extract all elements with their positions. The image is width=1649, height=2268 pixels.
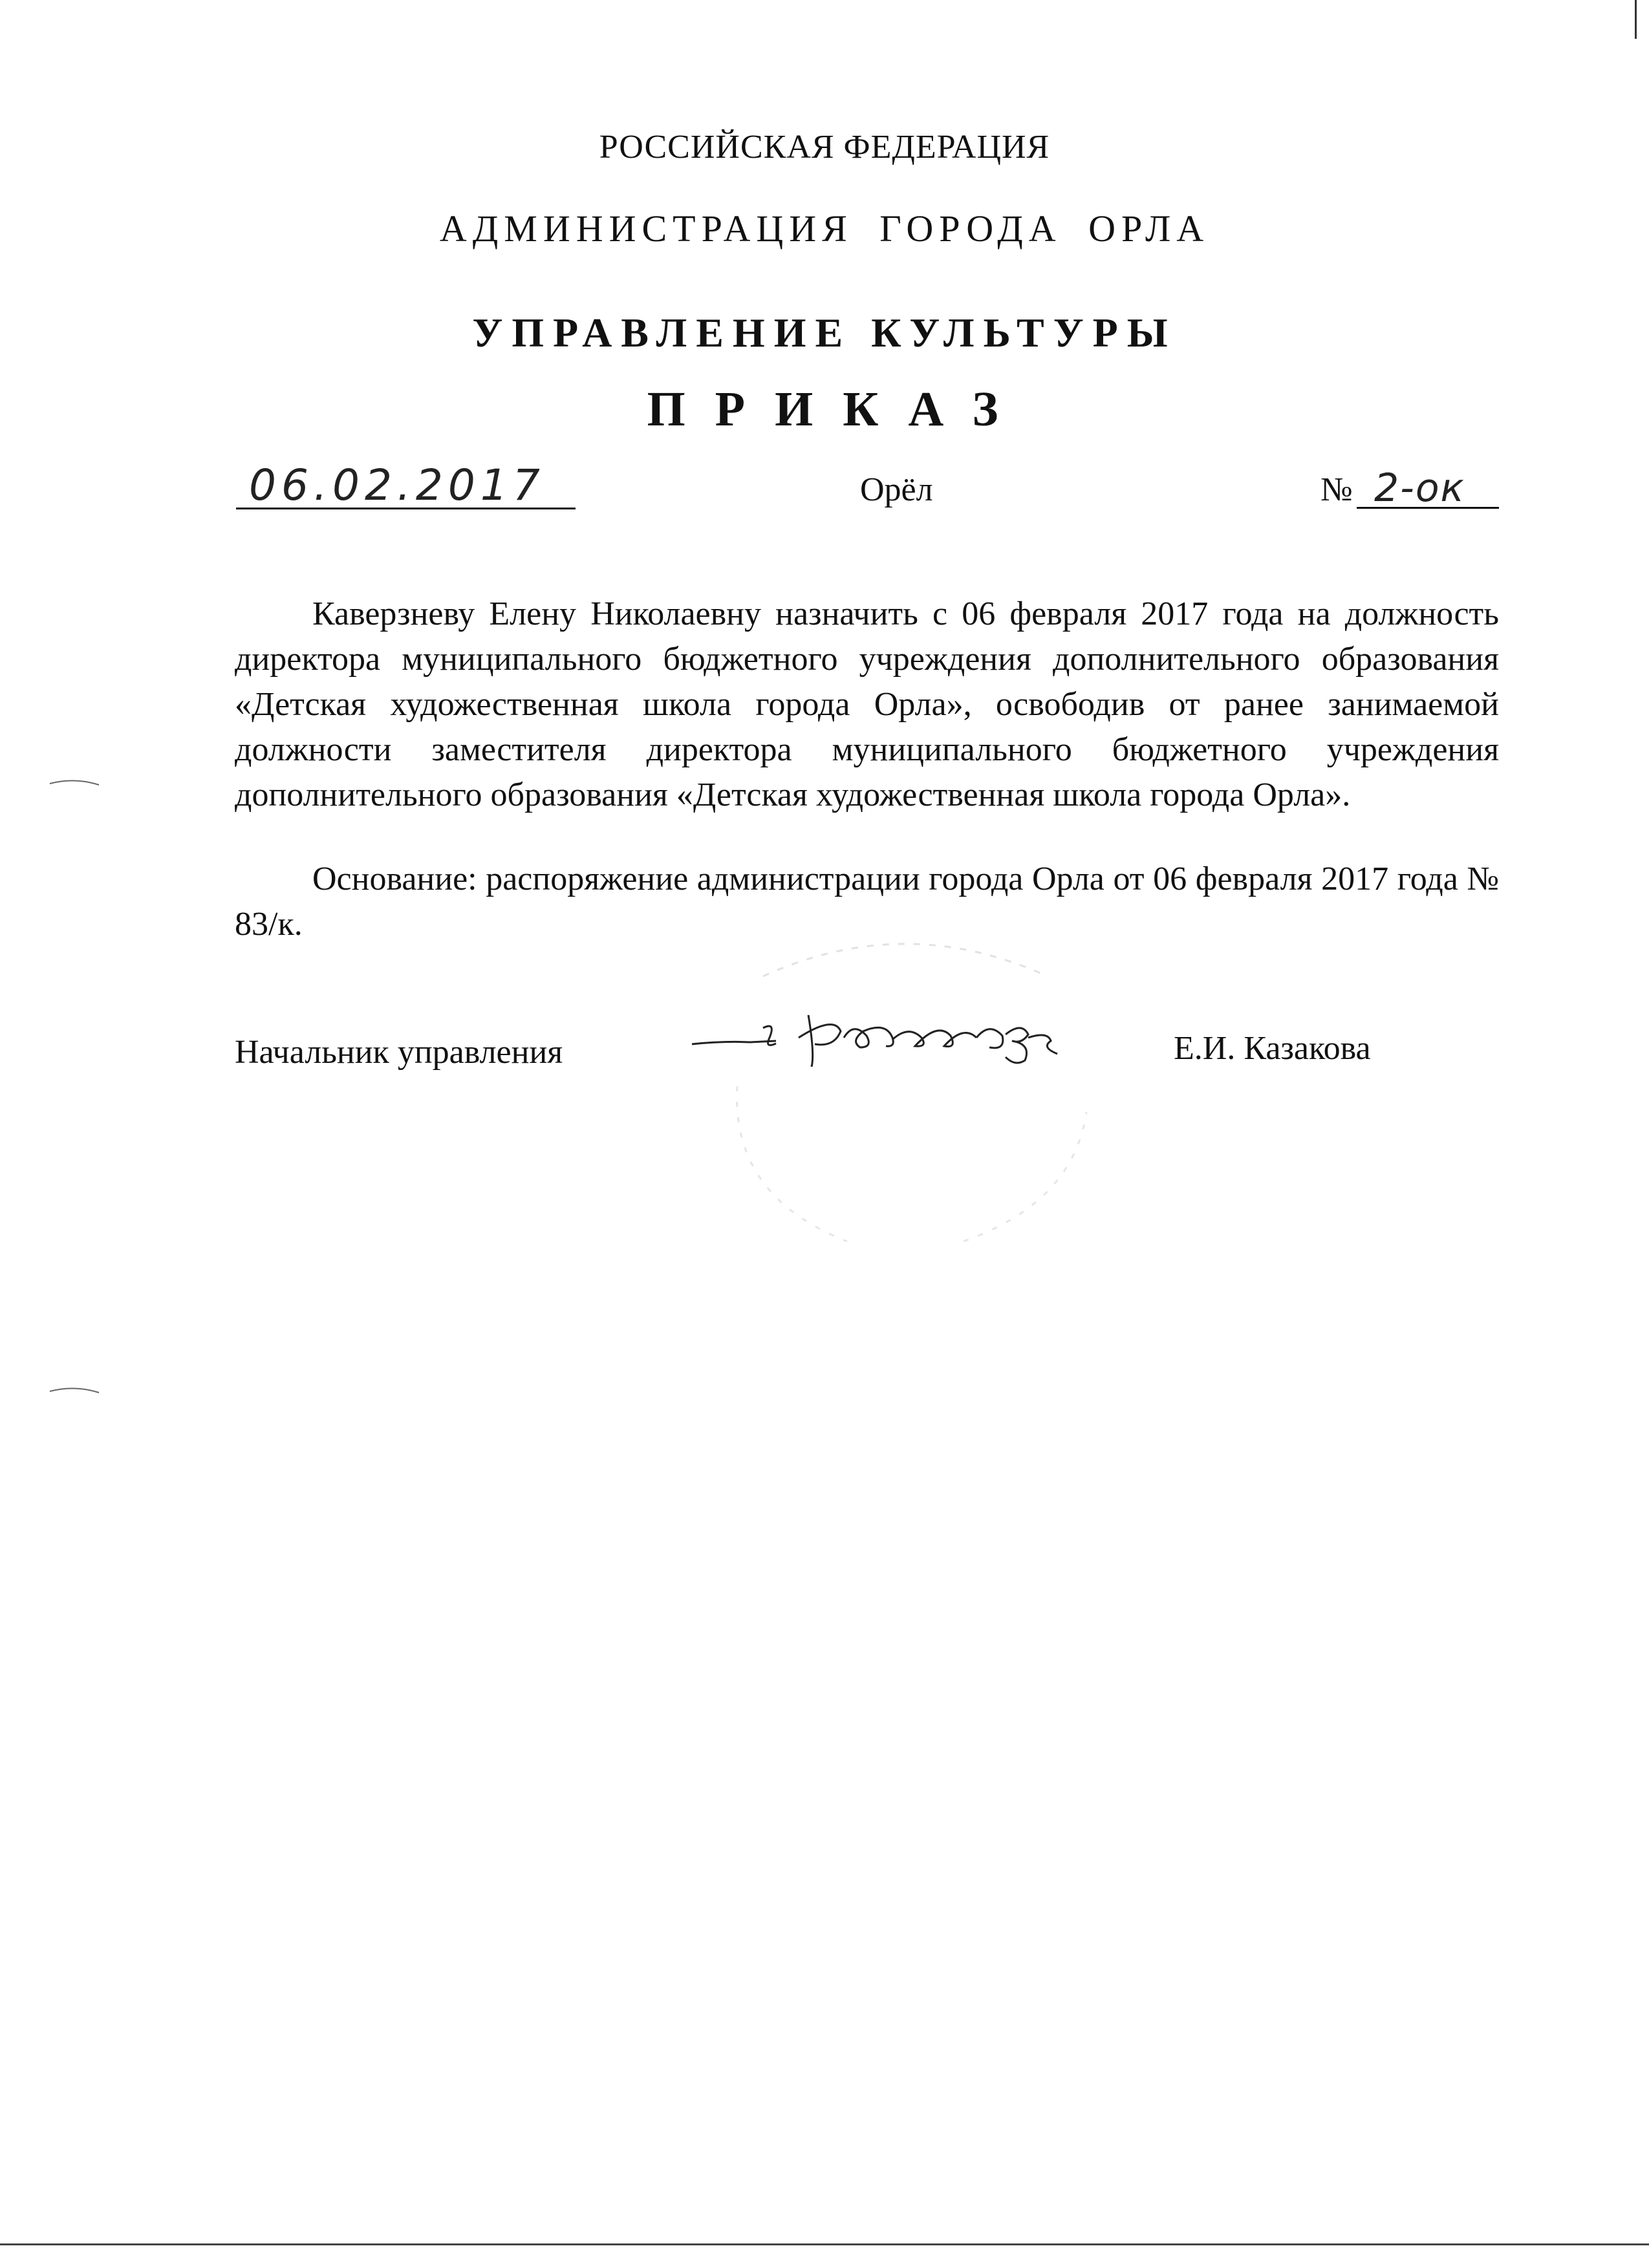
- order-paragraph-basis: Основание: распоряжение администрации города Орла от 06 февраля 2017 года № 83/к.: [235, 861, 1499, 943]
- signatory-name: Е.И. Казакова: [1174, 1030, 1371, 1067]
- order-paragraph-appointment: Каверзневу Елену Николаевну назначить с 06 февраля 2017 года на должность директора муниципального бюджетного учреждения дополнительного образования «Детская художественная школа города Орла», освободив от ранее занимаемой должности заместителя директора муниципального бюджетного учреждения дополнительного образования «Детская художественная школа города Орла».: [235, 595, 1499, 813]
- number-underline: [1357, 507, 1499, 509]
- department-heading: УПРАВЛЕНИЕ КУЛЬТУРЫ: [472, 310, 1177, 356]
- scan-margin-mark: [48, 776, 100, 789]
- place-label: Орёл: [860, 471, 933, 508]
- number-sign: №: [1320, 471, 1353, 508]
- handwritten-signature: [679, 976, 1080, 1073]
- administration-heading: АДМИНИСТРАЦИЯ ГОРОДА ОРЛА: [439, 208, 1210, 250]
- scan-corner-edge: [1635, 0, 1637, 39]
- signatory-position: Начальник управления: [235, 1034, 563, 1071]
- faint-stamp-imprint: [685, 918, 1125, 1254]
- handwritten-date: 06.02.2017: [249, 460, 545, 510]
- country-heading: РОССИЙСКАЯ ФЕДЕРАЦИЯ: [599, 129, 1050, 166]
- document-type-heading: ПРИКАЗ: [647, 382, 1028, 436]
- date-underline: [236, 508, 576, 509]
- scan-bottom-edge: [0, 2243, 1649, 2245]
- handwritten-order-number: 2-ок: [1374, 465, 1465, 511]
- scan-margin-mark: [48, 1384, 100, 1396]
